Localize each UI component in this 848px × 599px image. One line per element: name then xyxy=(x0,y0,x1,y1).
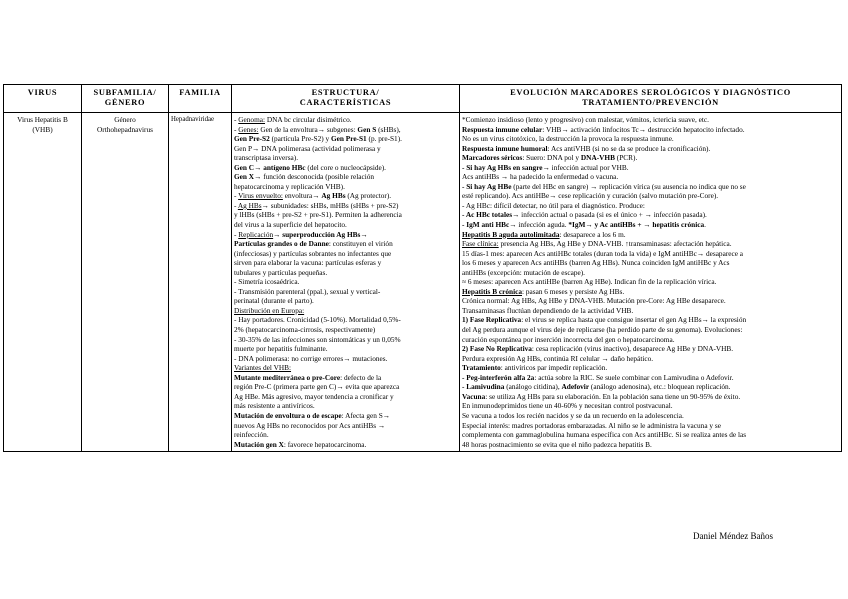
evolucion-line xyxy=(462,115,839,125)
header-virus: VIRUS xyxy=(4,85,82,113)
text-run: → función desconocida (posible relación xyxy=(254,172,375,182)
evolucion-line xyxy=(462,163,839,173)
author-signature: Daniel Méndez Baños xyxy=(693,531,773,541)
text-run: En inmunodeprimidos tiene un 40-60% y necesitan control postvacunal. xyxy=(462,401,673,411)
text-run: : VHB→ activación linfocitos Tc→ destrucción hepatocito infectado. xyxy=(542,124,745,134)
evolucion-line xyxy=(462,430,839,440)
text-run: Hepatitis B crónica xyxy=(462,286,522,296)
estructura-line xyxy=(234,363,457,373)
evolucion-line xyxy=(462,210,839,220)
text-run: *Comienzo insidioso (lento y progresivo) con malestar, vómitos, ictericia suave, etc. xyxy=(462,115,709,124)
estructura-line xyxy=(234,306,457,316)
text-run: Ag HBe. Más agresivo, mayor tendencia a cronificar y xyxy=(234,391,394,401)
evolucion-line xyxy=(462,392,839,402)
estructura-line xyxy=(234,191,457,201)
text-run: Gen de la envoltura→ subgenes: xyxy=(258,124,358,134)
text-run: : antivíricos par impedir replicación. xyxy=(500,363,608,373)
text-run: Gen P→ DNA polimerasa (actividad polimerasa y xyxy=(234,143,381,153)
text-run: Variantes del VHB: xyxy=(234,363,292,373)
familia-cell: Hepadnaviridae xyxy=(169,113,232,452)
text-run: Ag HBs xyxy=(321,191,346,201)
text-run: hepatocarcinoma y replicación VHB). xyxy=(234,181,345,191)
text-run: - Lamivudina xyxy=(462,382,505,392)
evolucion-line xyxy=(462,153,839,163)
text-run: Mutación gen X xyxy=(234,439,284,449)
evolucion-line xyxy=(462,382,839,392)
estructura-line xyxy=(234,315,457,325)
text-run: → infección actual o pasada (si es el único + → infección pasada). xyxy=(512,210,707,220)
estructura-line xyxy=(234,134,457,144)
text-run: envoltura→ xyxy=(282,191,322,201)
text-run: (infecciosas) y partículas sobrantes no infectantes que xyxy=(234,248,392,258)
text-run: (p. pre-S1). xyxy=(366,134,402,144)
estructura-line xyxy=(234,325,457,335)
evolucion-line xyxy=(462,268,839,278)
text-run: → subunidades: sHBs, mHBs (sHBs + pre-S2) xyxy=(261,200,399,210)
text-run: región Pre-C (primera parte gen C)→ evita que aparezca xyxy=(234,382,400,392)
estructura-line xyxy=(234,201,457,211)
text-run: Genoma: xyxy=(238,115,266,124)
text-run: : Suero: DNA pol y xyxy=(522,153,581,163)
estructura-line xyxy=(234,239,457,249)
text-run: : defecto de la xyxy=(340,372,382,382)
evolucion-line xyxy=(462,144,839,154)
table-row xyxy=(4,113,842,452)
evolucion-line xyxy=(462,239,839,249)
evolucion-line xyxy=(462,335,839,345)
evolucion-line xyxy=(462,373,839,383)
text-run: 2) Fase No Replicativa xyxy=(462,344,532,354)
text-run: - xyxy=(234,200,238,210)
header-evolucion: EVOLUCIÓN MARCADORES SEROLÓGICOS Y DIAGNÓSTICO TRATAMIENTO/PREVENCIÓN xyxy=(460,85,842,113)
text-run: Hepatitis B aguda autolimitada xyxy=(462,229,560,239)
text-run: Acs antiHBs → ha padecido la enfermedad o vacuna. xyxy=(462,172,619,182)
text-run: (del core o nucleocápside). xyxy=(305,162,386,172)
header-familia: FAMILIA xyxy=(169,85,232,113)
text-run: Marcadores séricos xyxy=(462,153,523,163)
text-run: DNA-VHB xyxy=(580,153,615,163)
text-run: Se vacuna a todos los recién nacidos y se da un recuerdo en la adolescencia. xyxy=(462,410,684,420)
estructura-line xyxy=(234,210,457,220)
text-run: - IgM anti HBc xyxy=(462,220,510,230)
evolucion-line xyxy=(462,191,839,201)
evolucion-line xyxy=(462,172,839,182)
estructura-line xyxy=(234,382,457,392)
text-run: tubulares y partículas pequeñas. xyxy=(234,267,328,277)
estructura-line xyxy=(234,230,457,240)
text-run: Distribución en Europa: xyxy=(234,305,305,315)
text-run: esté replicando). Acs antiHBe→ cese replicación y curación (salvo mutación pre-Core). xyxy=(462,191,719,201)
text-run: - xyxy=(234,229,239,239)
text-run: Vacuna xyxy=(462,391,486,401)
estructura-line xyxy=(234,430,457,440)
text-run: - Simetría icosaédrica. xyxy=(234,277,300,287)
text-run: más resistente a antivíricos. xyxy=(234,401,315,411)
text-run: - xyxy=(234,191,239,201)
estructura-line xyxy=(234,373,457,383)
header-row xyxy=(4,85,842,113)
text-run: Genes: xyxy=(238,124,259,134)
text-run: muerte por hepatitis fulminante. xyxy=(234,344,328,354)
text-run: : se utiliza Ag HBs para su elaboración. En la población sana tiene un 90-95% de éxito. xyxy=(485,391,741,401)
text-run: (análogo citidina), xyxy=(504,382,562,392)
text-run: *IgM→ y Ac antiHBs + → hepatitis crónica xyxy=(568,220,705,230)
evolucion-line xyxy=(462,125,839,135)
text-run: Crónica normal: Ag HBs, Ag HBe y DNA-VHB. Mutación pre-Core: Ag HBe desaparece. xyxy=(462,296,726,306)
evolucion-line xyxy=(462,230,839,240)
text-run: - 30-35% de las infecciones son sintomáticas y un 0,05% xyxy=(234,334,401,344)
text-run: (parte del HBc en sangre) → replicación vírica (su ausencia no indica que no se xyxy=(511,181,746,191)
text-run: : el virus se replica hasta que consigue insertar el gen Ag HBs→ la expresión xyxy=(521,315,747,325)
text-run: : actúa sobre la RIC. Se suele combinar con Lamivudina o Adefovir. xyxy=(534,372,734,382)
evolucion-line xyxy=(462,344,839,354)
evolucion-line xyxy=(462,249,839,259)
estructura-line xyxy=(234,182,457,192)
text-run: : Acs antiVHB (si no se da se produce la cronificación). xyxy=(547,143,711,153)
text-run: - Ag HBc: difícil detectar, no útil para el diagnóstico. Produce: xyxy=(462,200,645,210)
text-run: - xyxy=(234,124,239,134)
text-run: - Si hay Ag HBe xyxy=(462,181,512,191)
text-run: 48 horas postnacimiento se evita que el niño padezca hepatitis B. xyxy=(462,439,652,449)
text-run: (PCR). xyxy=(614,153,638,163)
evolucion-line xyxy=(462,440,839,450)
evolucion-line xyxy=(462,287,839,297)
text-run: Mutación de envoltura o de escape xyxy=(234,410,342,420)
text-run: sirven para elaborar la vacuna: partículas esferas y xyxy=(234,258,382,268)
estructura-line xyxy=(234,354,457,364)
text-run: (partícula Pre-S2) y xyxy=(269,134,331,144)
text-run: Adefovir xyxy=(561,382,590,392)
text-run: del Ag perdura aunque el virus deje de replicarse (ha perdido parte de su genoma). Evoluciones: xyxy=(462,325,743,335)
estructura-line xyxy=(234,392,457,402)
estructura-line xyxy=(234,277,457,287)
estructura-cell xyxy=(232,113,460,452)
evolucion-line xyxy=(462,258,839,268)
evolucion-line xyxy=(462,201,839,211)
text-run: curación espontánea por inserción incorrecta del gen o hepatocarcinoma. xyxy=(462,334,675,344)
text-run: - xyxy=(234,115,239,124)
text-run: : pasan 6 meses y persiste Ag HBs. xyxy=(522,286,625,296)
text-run: - Ac HBc totales xyxy=(462,210,513,220)
text-run: complementa con gammaglobulina humana específica con Acs antiHBc. Si se realiza antes de las xyxy=(462,430,747,440)
text-run: (Ag protector). xyxy=(345,191,392,201)
text-run: los 6 meses y aparecen Acs antiHBs (barren Ag HBs). Nunca coinciden IgM antiHBc y Acs xyxy=(462,258,730,268)
text-run: Replicación xyxy=(238,229,274,239)
text-run: - Si hay Ag HBs en sangre xyxy=(462,162,543,172)
header-estructura: ESTRUCTURA/ CARACTERÍSTICAS xyxy=(232,85,460,113)
header-subfamilia: SUBFAMILIA/ GÉNERO xyxy=(82,85,169,113)
estructura-line xyxy=(234,287,457,297)
evolucion-line xyxy=(462,363,839,373)
text-run: 1) Fase Replicativa xyxy=(462,315,522,325)
evolucion-line xyxy=(462,325,839,335)
text-run: (análogo adenosina), etc.: bloquean replicación. xyxy=(589,382,731,392)
text-run: DNA bc circular disimétrico. xyxy=(265,115,352,124)
estructura-line xyxy=(234,268,457,278)
text-run: 2% (hepatocarcinoma-cirrosis, respectivamente) xyxy=(234,325,376,335)
estructura-line xyxy=(234,344,457,354)
text-run: Respuesta inmune humoral xyxy=(462,143,548,153)
text-run: y lHBs (sHBs + pre-S2 + pre-S1). Permiten la adherencia xyxy=(234,210,402,220)
estructura-line xyxy=(234,125,457,135)
text-run: Transaminasas fluctúan dependiendo de la actividad VHB. xyxy=(462,305,634,315)
estructura-line xyxy=(234,440,457,450)
evolucion-line xyxy=(462,220,839,230)
estructura-line xyxy=(234,258,457,268)
estructura-line xyxy=(234,115,457,125)
estructura-line xyxy=(234,296,457,306)
estructura-line xyxy=(234,335,457,345)
evolucion-line xyxy=(462,401,839,411)
text-run: superproducción Ag HBs xyxy=(282,229,361,239)
text-run: - DNA polimerasa: no corrige errores→ mutaciones. xyxy=(234,353,388,363)
text-run: 15 días-1 mes: aparecen Acs antiHBc totales (duran toda la vida) e IgM antiHBc→ desaparece a xyxy=(462,248,744,258)
text-run: del virus a la superficie del hepatocito. xyxy=(234,220,347,230)
text-run: Gen C→ antígeno HBc xyxy=(234,162,306,172)
text-run: (sHBs), xyxy=(376,124,401,134)
text-run: antiHBs (excepción: mutación de escape). xyxy=(462,267,585,277)
text-run: - Hay portadores. Cronicidad (5-10%). Mortalidad 0,5%- xyxy=(234,315,401,325)
text-run: Gen Pre-S2 xyxy=(234,134,270,144)
evolucion-line xyxy=(462,411,839,421)
text-run: : favorece hepatocarcinoma. xyxy=(283,439,367,449)
estructura-line xyxy=(234,153,457,163)
text-run: perinatal (durante el parto). xyxy=(234,296,314,306)
text-run: transcriptasa inversa). xyxy=(234,153,299,163)
estructura-line xyxy=(234,220,457,230)
evolucion-line xyxy=(462,134,839,144)
evolucion-line xyxy=(462,296,839,306)
text-run: → infección aguda. xyxy=(509,220,569,230)
text-run: : Afecta gen S→ xyxy=(341,410,391,420)
genero-cell: Género Orthohepadnavirus xyxy=(82,113,169,452)
text-run: Perdura expresión Ag HBs, continúa RI celular → daño hepático. xyxy=(462,353,654,363)
estructura-line xyxy=(234,144,457,154)
text-run: Tratamiento xyxy=(462,363,501,373)
estructura-line xyxy=(234,172,457,182)
text-run: Mutante mediterránea o pre-Core xyxy=(234,372,341,382)
evolucion-line xyxy=(462,421,839,431)
text-run: - Peg-interferón alfa 2a xyxy=(462,372,535,382)
text-run: Especial interés: madres portadoras embarazadas. Al niño se le administra la vacuna y se xyxy=(462,420,721,430)
evolucion-cell xyxy=(460,113,842,452)
estructura-line xyxy=(234,411,457,421)
text-run: Gen Pre-S1 xyxy=(330,134,367,144)
text-run: No es un virus citotóxico, la destrucción la provoca la respuesta inmune. xyxy=(462,134,674,144)
text-run: Fase clínica: xyxy=(462,239,499,249)
text-run: Partículas grandes o de Danne xyxy=(234,239,329,249)
text-run: → xyxy=(360,229,368,239)
evolucion-line xyxy=(462,306,839,316)
text-run: Ag HBs xyxy=(237,200,262,210)
text-run: : desaparece a los 6 m. xyxy=(559,229,626,239)
virus-cell: Virus Hepatitis B (VHB) xyxy=(4,113,82,452)
text-run: ≈ 6 meses: aparecen Acs antiHBe (barren Ag HBe). Indican fin de la replicación vírica. xyxy=(462,277,717,287)
text-run: → infección actual por VHB. xyxy=(542,162,629,172)
evolucion-line xyxy=(462,277,839,287)
text-run: - Transmisión parenteral (ppal.), sexual y vertical- xyxy=(234,286,381,296)
text-run: : constituyen el virión xyxy=(328,239,393,249)
estructura-line xyxy=(234,421,457,431)
text-run: . xyxy=(704,220,706,230)
text-run: nuevos Ag HBs no reconocidos por Acs antiHBs → xyxy=(234,420,386,430)
text-run: Gen X xyxy=(234,172,255,182)
evolucion-line xyxy=(462,354,839,364)
text-run: presencia Ag HBs, Ag HBe y DNA-VHB. ↑transaminasas: afectación hepática. xyxy=(498,239,732,249)
estructura-line xyxy=(234,249,457,259)
text-run: reinfección. xyxy=(234,430,269,440)
estructura-line xyxy=(234,163,457,173)
evolucion-line xyxy=(462,182,839,192)
text-run: Respuesta inmune celular xyxy=(462,124,543,134)
evolucion-line xyxy=(462,315,839,325)
text-run: → xyxy=(273,229,283,239)
estructura-line xyxy=(234,401,457,411)
hepatitis-b-table xyxy=(3,84,842,452)
text-run: Gen S xyxy=(357,124,377,134)
text-run: Virus envuelto: xyxy=(238,191,283,201)
text-run: : cesa replicación (virus inactivo), desaparece Ag HBe y DNA-VHB. xyxy=(531,344,734,354)
